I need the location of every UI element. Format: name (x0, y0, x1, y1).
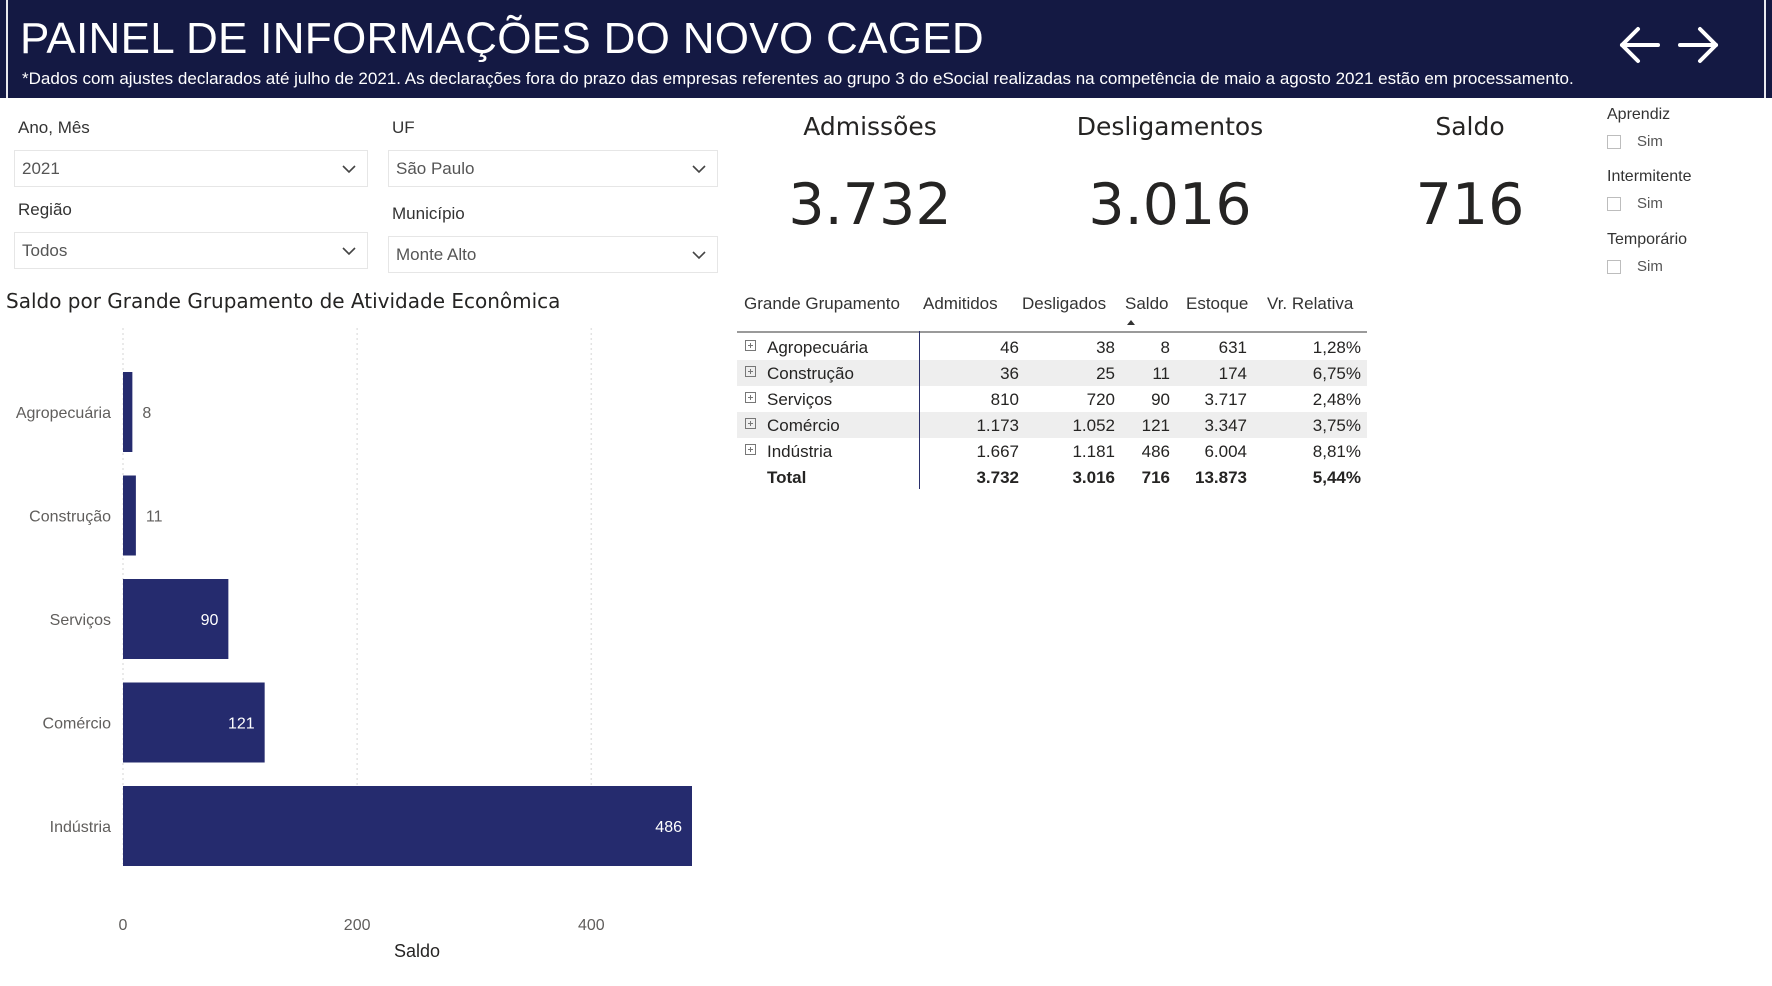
col-header-admitidos[interactable]: Admitidos (923, 294, 998, 313)
saldo-value: 716 (1415, 172, 1525, 238)
total-vr: 5,44% (1312, 468, 1361, 487)
cell-desligados: 38 (1096, 338, 1115, 357)
total-admitidos: 3.732 (976, 468, 1019, 487)
expand-plus-icon[interactable] (745, 392, 756, 403)
cell-saldo: 121 (1141, 416, 1170, 435)
ano-mes-dropdown[interactable] (14, 150, 368, 187)
cell-estoque: 6.004 (1204, 442, 1247, 461)
cell-admitidos: 810 (990, 390, 1019, 409)
forward-button[interactable] (1676, 24, 1722, 66)
saldo-bar-chart (0, 320, 720, 980)
total-estoque: 13.873 (1195, 468, 1247, 487)
cell-vr: 1,28% (1312, 338, 1361, 357)
table-row (737, 386, 1367, 412)
municipio-dropdown[interactable] (388, 236, 718, 273)
chart-title: Saldo por Grande Grupamento de Atividade Econômica (6, 289, 561, 313)
page-title: PAINEL DE INFORMAÇÕES DO NOVO CAGED (20, 14, 984, 63)
table-row (737, 412, 1367, 438)
col-header-vr-relativa[interactable]: Vr. Relativa (1267, 294, 1354, 313)
category-label: Comércio (42, 715, 111, 733)
data-label: 90 (200, 612, 219, 629)
cell-vr: 8,81% (1312, 442, 1361, 461)
municipio-value: Monte Alto (396, 245, 477, 264)
total-saldo: 716 (1141, 468, 1170, 487)
cell-desligados: 25 (1096, 364, 1115, 383)
cell-admitidos: 36 (1000, 364, 1019, 383)
bar (123, 786, 692, 866)
cell-saldo: 11 (1152, 364, 1170, 383)
table-row (737, 334, 1367, 360)
arrow-right-icon (1676, 24, 1722, 66)
ano-mes-label: Ano, Mês (18, 118, 90, 137)
aprendiz-checkbox[interactable] (1607, 135, 1621, 149)
uf-value: São Paulo (396, 159, 475, 178)
col-header-saldo[interactable]: Saldo (1125, 294, 1169, 313)
header-divider (737, 331, 1367, 333)
cell-saldo: 8 (1160, 338, 1170, 357)
expand-plus-icon[interactable] (745, 340, 756, 351)
cell-estoque: 3.347 (1204, 416, 1247, 435)
back-button[interactable] (1616, 24, 1662, 66)
expand-plus-icon[interactable] (745, 418, 756, 429)
cell-admitidos: 1.667 (976, 442, 1019, 461)
row-label: Indústria (767, 442, 833, 461)
data-disclaimer: *Dados com ajustes declarados até julho de 2021. As declarações fora do prazo das empresas referentes ao grupo 3 do eSocial realizadas na competência de maio a agosto 2021 estão em processamento. (22, 69, 1574, 88)
x-tick-label: 0 (118, 917, 128, 934)
temporario-checkbox[interactable] (1607, 260, 1621, 274)
x-axis-title: Saldo (393, 941, 441, 961)
municipio-label: Município (392, 204, 465, 223)
row-label: Serviços (767, 390, 833, 409)
cell-vr: 6,75% (1312, 364, 1361, 383)
chevron-down-icon (341, 243, 357, 259)
row-header-divider (919, 331, 920, 489)
desligamentos-label: Desligamentos (1076, 112, 1264, 141)
aprendiz-title: Aprendiz (1607, 106, 1671, 123)
table-row (737, 438, 1367, 464)
expand-plus-icon[interactable] (745, 444, 756, 455)
x-tick-label: 200 (343, 917, 371, 934)
category-label: Serviços (49, 612, 111, 629)
cell-desligados: 1.181 (1072, 442, 1115, 461)
cell-admitidos: 1.173 (976, 416, 1019, 435)
intermitente-checkbox[interactable] (1607, 197, 1621, 211)
row-label: Comércio (767, 416, 840, 435)
aprendiz-option-label: Sim (1637, 133, 1663, 150)
category-label: Indústria (49, 819, 111, 836)
regiao-label: Região (18, 200, 72, 219)
total-label: Total (767, 468, 807, 487)
bar (123, 476, 136, 556)
cell-saldo: 90 (1151, 390, 1170, 409)
uf-label: UF (392, 118, 415, 137)
cell-desligados: 1.052 (1072, 416, 1115, 435)
col-header-estoque[interactable]: Estoque (1186, 294, 1249, 313)
table-row (737, 360, 1367, 386)
col-header-desligados[interactable]: Desligados (1022, 294, 1107, 313)
admissoes-value: 3.732 (788, 172, 952, 238)
category-label: Construção (29, 508, 111, 526)
data-label: 11 (145, 508, 163, 526)
category-label: Agropecuária (15, 405, 111, 422)
data-label: 8 (142, 405, 152, 422)
header-banner (0, 0, 1772, 98)
cell-vr: 3,75% (1312, 416, 1361, 435)
uf-dropdown[interactable] (388, 150, 718, 187)
ano-mes-value: 2021 (22, 159, 60, 178)
intermitente-option-label: Sim (1637, 195, 1663, 212)
temporario-option-label: Sim (1637, 258, 1663, 275)
cell-desligados: 720 (1086, 390, 1115, 409)
admissoes-label: Admissões (803, 112, 937, 141)
saldo-label: Saldo (1435, 112, 1505, 141)
desligamentos-value: 3.016 (1088, 172, 1252, 238)
bar (123, 372, 132, 452)
cell-admitidos: 46 (1000, 338, 1019, 357)
expand-plus-icon[interactable] (745, 366, 756, 377)
regiao-value: Todos (22, 241, 68, 260)
arrow-left-icon (1616, 24, 1662, 66)
col-header-grupamento[interactable]: Grande Grupamento (744, 294, 900, 313)
chevron-down-icon (341, 161, 357, 177)
regiao-dropdown[interactable] (14, 232, 368, 269)
x-tick-label: 400 (577, 917, 605, 934)
data-label: 121 (227, 715, 255, 733)
intermitente-title: Intermitente (1607, 168, 1692, 185)
data-label: 486 (655, 819, 682, 836)
total-row (737, 464, 1367, 490)
row-label: Construção (767, 364, 854, 383)
temporario-title: Temporário (1607, 231, 1688, 248)
row-label: Agropecuária (767, 338, 869, 357)
sort-ascending-icon (1127, 320, 1135, 325)
chevron-down-icon (691, 247, 707, 263)
cell-vr: 2,48% (1312, 390, 1361, 409)
chevron-down-icon (691, 161, 707, 177)
cell-estoque: 3.717 (1204, 390, 1247, 409)
cell-estoque: 174 (1218, 364, 1247, 383)
cell-saldo: 486 (1141, 442, 1170, 461)
total-desligados: 3.016 (1072, 468, 1115, 487)
cell-estoque: 631 (1218, 338, 1247, 357)
